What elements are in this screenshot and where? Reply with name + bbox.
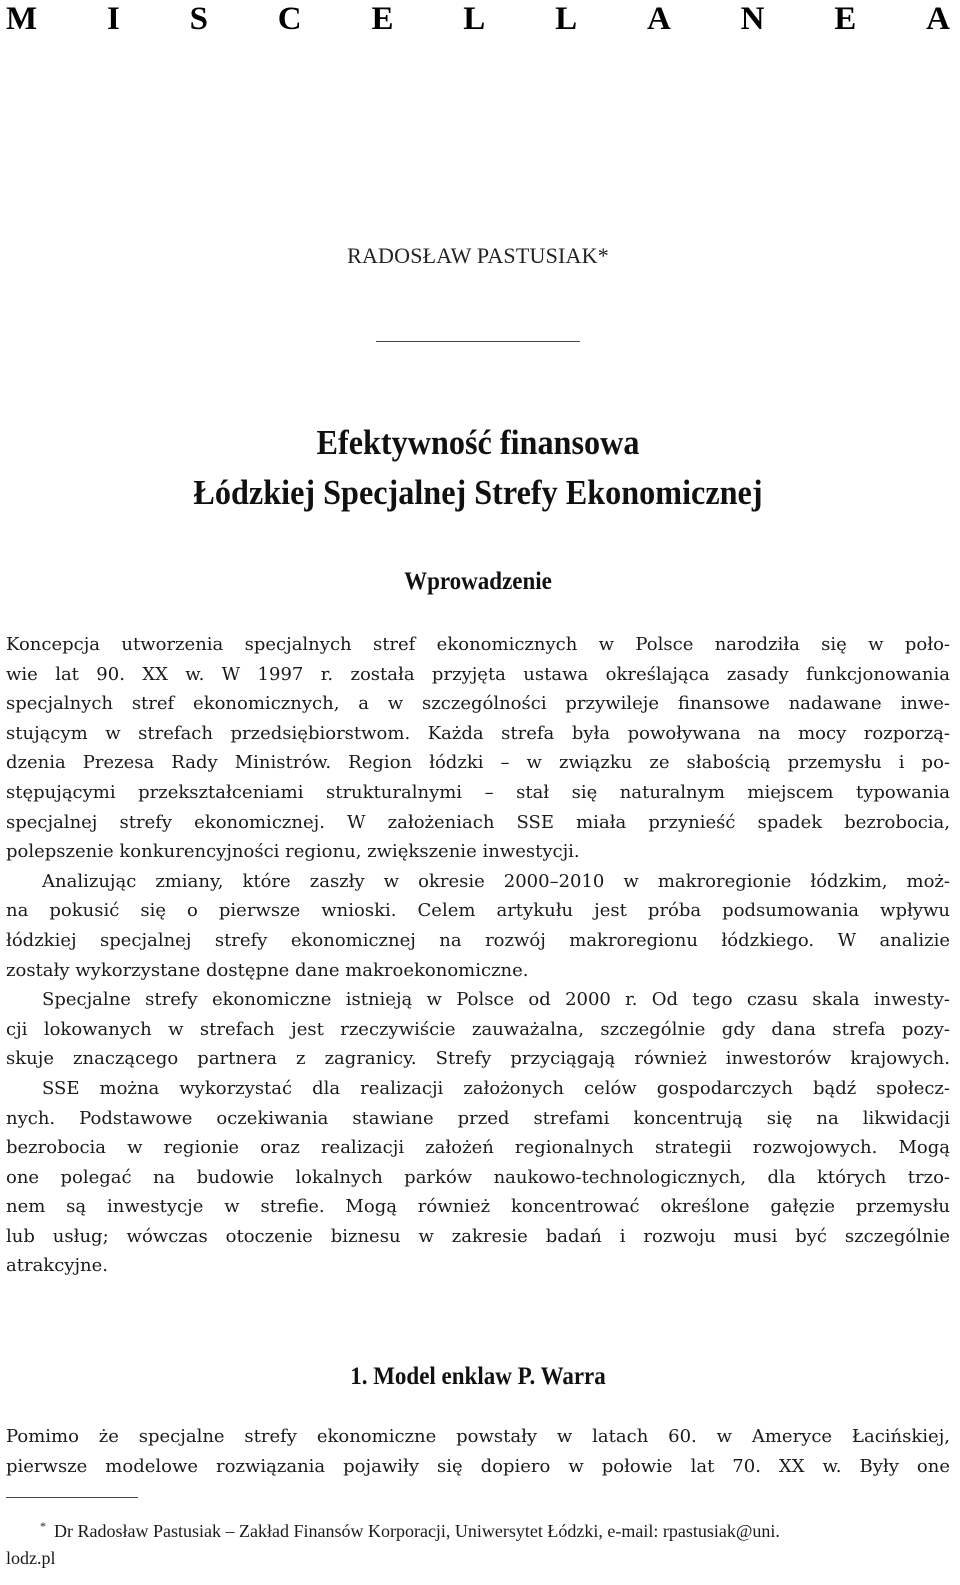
author-name: RADOSŁAW PASTUSIAK* — [347, 243, 609, 268]
footnote-marker: * — [40, 1519, 46, 1533]
intro-heading: Wprowadzenie — [404, 568, 552, 595]
text-line: atrakcyjne. — [6, 1255, 109, 1277]
text-line: SSE można wykorzystać dla realizacji założonych celów gospodarczych bądź społecz- — [42, 1077, 950, 1099]
text-line: wie lat 90. XX w. W 1997 r. została przyjęta ustawa określająca zasady funkcjonowania — [6, 663, 950, 685]
section-header-letter: N — [740, 0, 765, 37]
text-line: skuje znaczącego partnera z zagranicy. Strefy przyciągają również inwestorów krajowych. — [6, 1048, 950, 1070]
section-header-letter: M — [6, 0, 38, 37]
text-line: specjalnej strefy ekonomicznej. W założeniach SSE miała przynieść spadek bezrobocia, — [6, 811, 950, 833]
text-line: stującym w strefach przedsiębiorstwom. Każda strefa była powoływana na mocy rozporzą- — [6, 722, 950, 744]
model-heading: 1. Model enklaw P. Warra — [350, 1363, 606, 1390]
article-title — [44, 418, 912, 518]
footnote-text: Dr Radosław Pastusiak – Zakład Finansów Korporacji, Uniwersytet Łódzki, e-mail: rpastusiak@uni. — [54, 1521, 780, 1541]
text-line: pierwsze modelowe rozwiązania pojawiły się dopiero w połowie lat 70. XX w. Były one — [6, 1455, 950, 1477]
section-header-letter: A — [926, 0, 950, 37]
footnote-line — [6, 1513, 950, 1545]
text-line: na pokusić się o pierwsze wnioski. Celem artykułu jest próba podsumowania wpływu — [6, 900, 950, 922]
text-line: one polegać na budowie lokalnych parków naukowo-technologicznych, dla których trzo- — [6, 1166, 950, 1188]
article-title-line: Łódzkiej Specjalnej Strefy Ekonomicznej — [193, 473, 763, 512]
text-line: zostały wykorzystane dostępne dane makroekonomiczne. — [6, 959, 529, 981]
text-line: dzenia Prezesa Rady Ministrów. Region łódzki – w związku ze słabością przemysłu i po- — [6, 752, 950, 774]
text-line: nem są inwestycje w strefie. Mogą również koncentrować określone gałęzie przemysłu — [6, 1196, 950, 1218]
footnote — [6, 1513, 950, 1572]
section-header-letter: E — [371, 0, 394, 37]
section-header-letter: C — [277, 0, 302, 37]
text-line: specjalnych stref ekonomicznych, a w szczególności przywileje finansowe nadawane inwe- — [6, 693, 950, 715]
footnote-divider — [6, 1497, 138, 1498]
title-divider — [376, 341, 580, 342]
intro-body — [6, 630, 950, 1281]
text-line: Pomimo że specjalne strefy ekonomiczne powstały w latach 60. w Ameryce Łacińskiej, — [6, 1426, 950, 1447]
text-line: Analizując zmiany, które zaszły w okresie 2000–2010 w makroregionie łódzkim, moż- — [42, 870, 950, 892]
text-line: lub usług; wówczas otoczenie biznesu w zakresie badań i rozwoju musi być szczególnie — [6, 1225, 950, 1247]
article-page — [6, 0, 950, 1585]
section-header-letter: A — [646, 0, 671, 37]
footnote-line: lodz.pl — [6, 1548, 56, 1568]
section-header — [6, 0, 950, 38]
section-header-letter: I — [106, 0, 120, 37]
text-line: nych. Podstawowe oczekiwania stawiane przed strefami koncentrują się na likwidacji — [6, 1107, 950, 1129]
text-line: łódzkiej specjalnej strefy ekonomicznej na rozwój makroregionu łódzkiego. W analizie — [6, 929, 950, 951]
text-line: polepszenie konkurencyjności regionu, zwiększenie inwestycji. — [6, 841, 580, 863]
text-line: Koncepcja utworzenia specjalnych stref ekonomicznych w Polsce narodziła się w poło- — [6, 634, 950, 655]
text-line: Specjalne strefy ekonomiczne istnieją w Polsce od 2000 r. Od tego czasu skala inwesty- — [42, 989, 950, 1011]
text-line: stępującymi przekształceniami strukturalnymi – stał się naturalnym miejscem typowania — [6, 781, 950, 803]
article-title-line: Efektywność finansowa — [316, 423, 640, 462]
section-header-letter: S — [189, 0, 208, 37]
section-header-letter: L — [463, 0, 486, 37]
section-header-letter: L — [555, 0, 578, 37]
section-header-letter: E — [834, 0, 857, 37]
text-line: cji lokowanych w strefach jest rzeczywiście zauważalna, szczególnie gdy dana strefa pozy- — [6, 1018, 950, 1040]
text-line: bezrobocia w regionie oraz realizacji założeń regionalnych strategii rozwojowych. Mogą — [6, 1137, 950, 1159]
model-body — [6, 1422, 950, 1481]
